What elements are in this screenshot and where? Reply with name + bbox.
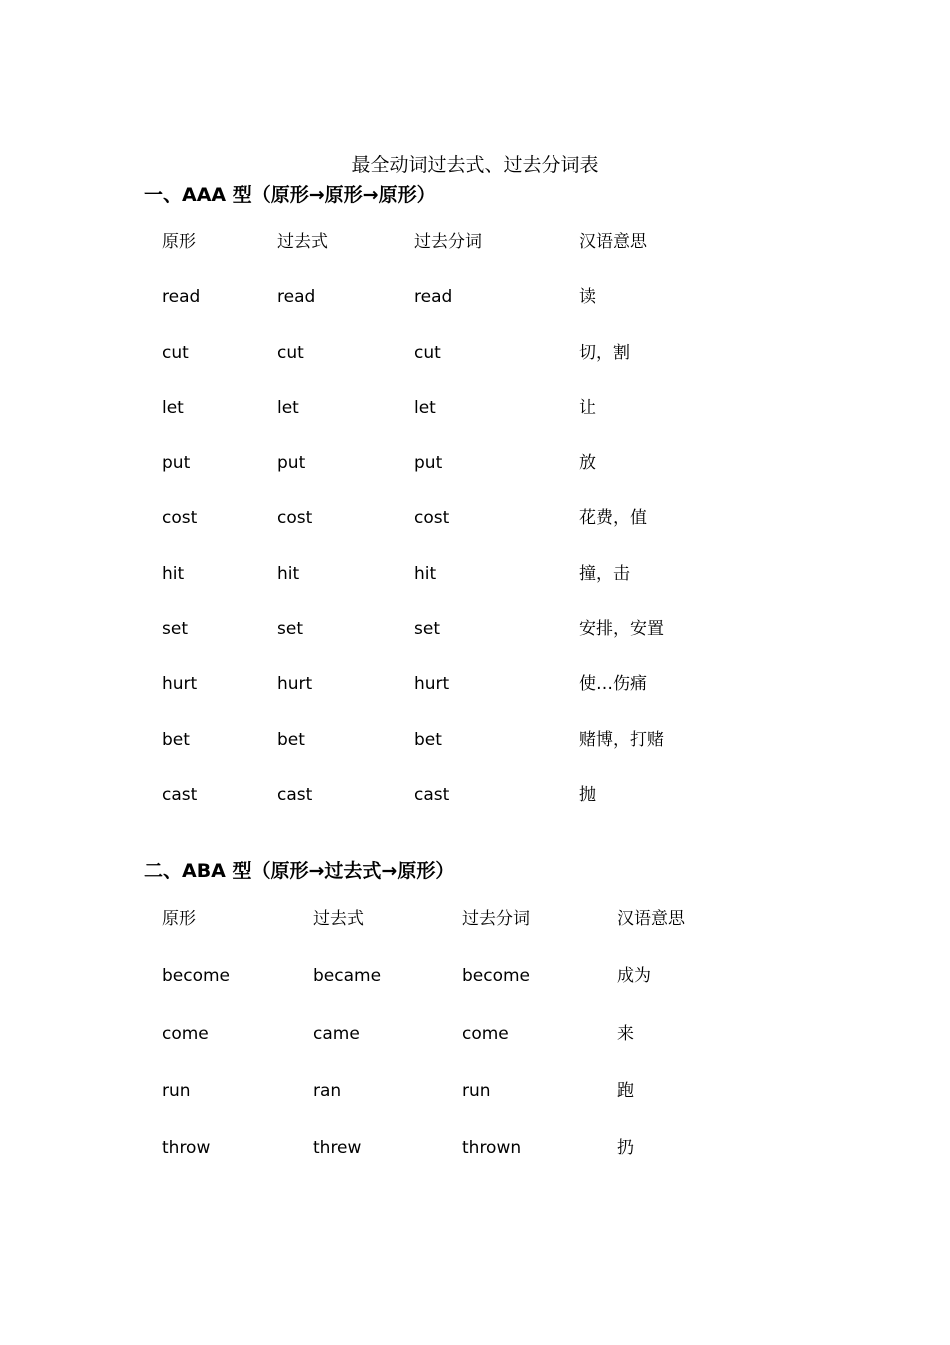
table-row [0, 964, 950, 1021]
table-row [0, 562, 950, 617]
table-cell: cast [162, 784, 198, 805]
table-cell: 抛 [579, 784, 596, 805]
table-cell: throw [162, 1138, 211, 1159]
table-row [0, 728, 950, 783]
document-title: 最全动词过去式、过去分词表 [351, 154, 599, 176]
table-header-row [0, 230, 950, 285]
table-row [0, 672, 950, 727]
table-cell: 花费，值 [579, 508, 647, 529]
table-cell: let [277, 397, 299, 418]
table-cell: become [462, 966, 531, 987]
section-heading-aaa: 一、AAA 型（原形→原形→原形） [144, 184, 436, 206]
table-cell: threw [313, 1138, 362, 1159]
table-cell: put [162, 453, 191, 474]
table-cell: let [162, 397, 184, 418]
table-cell: let [414, 397, 436, 418]
table-row [0, 285, 950, 340]
table-cell: hurt [162, 674, 198, 695]
verb-table-aaa [0, 230, 950, 838]
table-cell: set [162, 619, 188, 640]
table-cell: 赌博，打赌 [579, 729, 664, 750]
table-cell: bet [414, 729, 442, 750]
table-cell: ran [313, 1080, 342, 1101]
table-cell: 成为 [617, 966, 651, 987]
table-cell: hit [414, 563, 437, 584]
table-cell: set [414, 619, 440, 640]
table-cell: cast [414, 784, 450, 805]
table-cell: cost [277, 508, 313, 529]
table-cell: thrown [462, 1138, 522, 1159]
table-row [0, 1136, 950, 1193]
table-cell: 切，割 [579, 342, 630, 363]
table-cell: cut [414, 342, 441, 363]
table-row [0, 506, 950, 561]
table-cell: 扔 [617, 1138, 634, 1159]
table-cell: read [277, 287, 316, 308]
table-cell: read [162, 287, 201, 308]
table-cell: come [162, 1023, 209, 1044]
table-cell: run [162, 1080, 191, 1101]
table-cell: cast [277, 784, 313, 805]
table-cell: hurt [277, 674, 313, 695]
table-cell: came [313, 1023, 360, 1044]
table-cell: 跑 [617, 1080, 634, 1101]
table-cell: became [313, 966, 382, 987]
table-row [0, 783, 950, 838]
table-cell: 来 [617, 1023, 634, 1044]
table-cell: cut [162, 342, 189, 363]
verb-table-aba [0, 907, 950, 1193]
table-row [0, 617, 950, 672]
table-cell: 安排，安置 [579, 619, 664, 640]
table-row [0, 1079, 950, 1136]
table-header-row [0, 907, 950, 964]
table-row [0, 451, 950, 506]
table-cell: bet [277, 729, 305, 750]
table-cell: 读 [579, 287, 596, 308]
table-row [0, 396, 950, 451]
table-cell: 让 [579, 397, 596, 418]
table-cell: set [277, 619, 303, 640]
table-cell: put [277, 453, 306, 474]
table-cell: 放 [579, 453, 596, 474]
table-cell: hurt [414, 674, 450, 695]
section-heading-aba: 二、ABA 型（原形→过去式→原形） [144, 860, 455, 882]
table-cell: read [414, 287, 453, 308]
column-header: 过去式 [277, 232, 328, 252]
table-cell: hit [277, 563, 300, 584]
column-header: 原形 [162, 909, 196, 929]
table-cell: cost [162, 508, 198, 529]
table-row [0, 1022, 950, 1079]
column-header: 过去分词 [414, 232, 482, 252]
table-cell: run [462, 1080, 491, 1101]
column-header: 过去分词 [462, 909, 530, 929]
table-cell: cut [277, 342, 304, 363]
table-cell: 撞，击 [579, 563, 630, 584]
column-header: 汉语意思 [617, 909, 685, 929]
table-cell: cost [414, 508, 450, 529]
table-row [0, 341, 950, 396]
table-cell: hit [162, 563, 185, 584]
table-cell: bet [162, 729, 190, 750]
table-cell: come [462, 1023, 509, 1044]
table-cell: 使…伤痛 [579, 674, 647, 695]
column-header: 原形 [162, 232, 196, 252]
column-header: 过去式 [313, 909, 364, 929]
column-header: 汉语意思 [579, 232, 647, 252]
table-cell: put [414, 453, 443, 474]
table-cell: become [162, 966, 231, 987]
